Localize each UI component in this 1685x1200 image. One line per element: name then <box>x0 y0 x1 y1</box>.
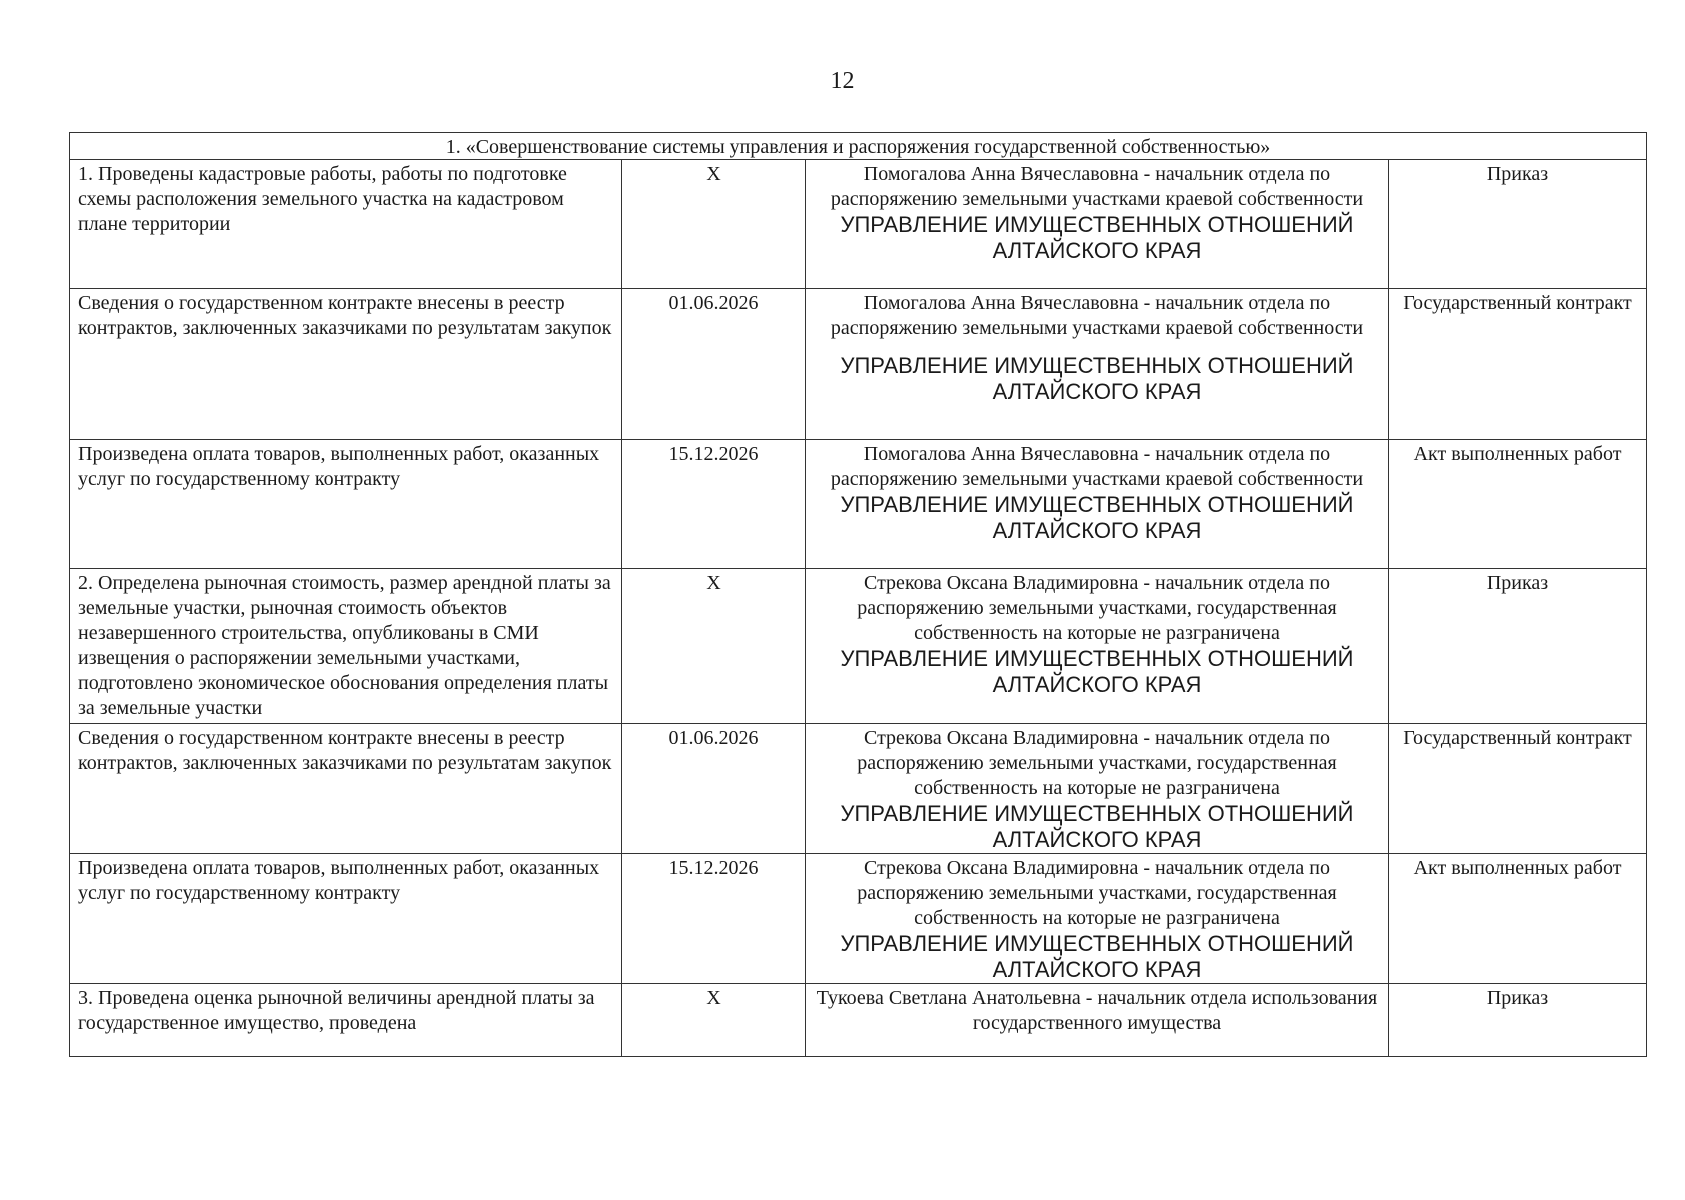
responsible-cell <box>806 440 1389 569</box>
document-cell: Приказ <box>1389 569 1647 724</box>
date-cell: X <box>622 569 806 724</box>
document-cell: Акт выполненных работ <box>1389 854 1647 984</box>
responsible-person: Помогалова Анна Вячеславовна - начальник отдела по распоряжению земельными участками краевой собственности <box>830 443 1364 490</box>
date-cell: 15.12.2026 <box>622 854 806 984</box>
section-header-row <box>70 133 1647 160</box>
table-row <box>70 440 1647 569</box>
document-cell: Акт выполненных работ <box>1389 440 1647 569</box>
result-cell: 1. Проведены кадастровые работы, работы по подготовке схемы расположения земельного участка на кадастровом плане территории <box>70 160 622 289</box>
table-row <box>70 724 1647 854</box>
result-cell: Сведения о государственном контракте внесены в реестр контрактов, заключенных заказчиками по результатам закупок <box>70 289 622 440</box>
organization-name: УПРАВЛЕНИЕ ИМУЩЕСТВЕННЫХ ОТНОШЕНИЙ АЛТАЙСКОГО КРАЯ <box>840 212 1354 263</box>
responsible-cell <box>806 724 1389 854</box>
responsible-person: Стрекова Оксана Владимировна - начальник отдела по распоряжению земельными участками, государственная собственность на которые не разграничена <box>857 857 1337 929</box>
organization-name: УПРАВЛЕНИЕ ИМУЩЕСТВЕННЫХ ОТНОШЕНИЙ АЛТАЙСКОГО КРАЯ <box>840 931 1354 982</box>
responsible-person: Стрекова Оксана Владимировна - начальник отдела по распоряжению земельными участками, государственная собственность на которые не разграничена <box>857 572 1337 644</box>
responsible-person: Помогалова Анна Вячеславовна - начальник отдела по распоряжению земельными участками краевой собственности <box>830 292 1364 339</box>
organization-name: УПРАВЛЕНИЕ ИМУЩЕСТВЕННЫХ ОТНОШЕНИЙ АЛТАЙСКОГО КРАЯ <box>840 492 1354 543</box>
plan-table <box>69 132 1647 1057</box>
responsible-cell <box>806 984 1389 1057</box>
result-cell: Сведения о государственном контракте внесены в реестр контрактов, заключенных заказчиками по результатам закупок <box>70 724 622 854</box>
table-row <box>70 854 1647 984</box>
organization-name: УПРАВЛЕНИЕ ИМУЩЕСТВЕННЫХ ОТНОШЕНИЙ АЛТАЙСКОГО КРАЯ <box>840 801 1354 852</box>
document-cell: Государственный контракт <box>1389 289 1647 440</box>
table-row <box>70 289 1647 440</box>
date-cell: X <box>622 984 806 1057</box>
document-cell: Приказ <box>1389 160 1647 289</box>
responsible-person: Помогалова Анна Вячеславовна - начальник отдела по распоряжению земельными участками краевой собственности <box>830 163 1364 210</box>
responsible-person: Стрекова Оксана Владимировна - начальник отдела по распоряжению земельными участками, государственная собственность на которые не разграничена <box>857 727 1337 799</box>
table-row <box>70 160 1647 289</box>
result-cell: 3. Проведена оценка рыночной величины арендной платы за государственное имущество, проведена <box>70 984 622 1057</box>
organization-name: УПРАВЛЕНИЕ ИМУЩЕСТВЕННЫХ ОТНОШЕНИЙ АЛТАЙСКОГО КРАЯ <box>840 646 1354 697</box>
responsible-cell <box>806 854 1389 984</box>
organization-name: УПРАВЛЕНИЕ ИМУЩЕСТВЕННЫХ ОТНОШЕНИЙ АЛТАЙСКОГО КРАЯ <box>840 353 1354 404</box>
page-number: 12 <box>830 68 855 94</box>
document-cell: Приказ <box>1389 984 1647 1057</box>
responsible-person: Тукоева Светлана Анатольевна - начальник отдела использования государственного имущества <box>816 987 1378 1034</box>
table-row <box>70 984 1647 1057</box>
result-cell: 2. Определена рыночная стоимость, размер арендной платы за земельные участки, рыночная стоимость объектов незавершенного строительства, опубликованы в СМИ извещения о распоряжении земельными участками, подготовлено экономическое обоснования определения платы за земельные участки <box>70 569 622 724</box>
date-cell: 15.12.2026 <box>622 440 806 569</box>
date-cell: 01.06.2026 <box>622 724 806 854</box>
table-row <box>70 569 1647 724</box>
responsible-cell <box>806 160 1389 289</box>
result-cell: Произведена оплата товаров, выполненных работ, оказанных услуг по государственному контракту <box>70 854 622 984</box>
date-cell: 01.06.2026 <box>622 289 806 440</box>
responsible-cell <box>806 569 1389 724</box>
section-title: 1. «Совершенствование системы управления и распоряжения государственной собственностью» <box>70 133 1647 160</box>
document-cell: Государственный контракт <box>1389 724 1647 854</box>
result-cell: Произведена оплата товаров, выполненных работ, оказанных услуг по государственному контракту <box>70 440 622 569</box>
date-cell: X <box>622 160 806 289</box>
responsible-cell <box>806 289 1389 440</box>
